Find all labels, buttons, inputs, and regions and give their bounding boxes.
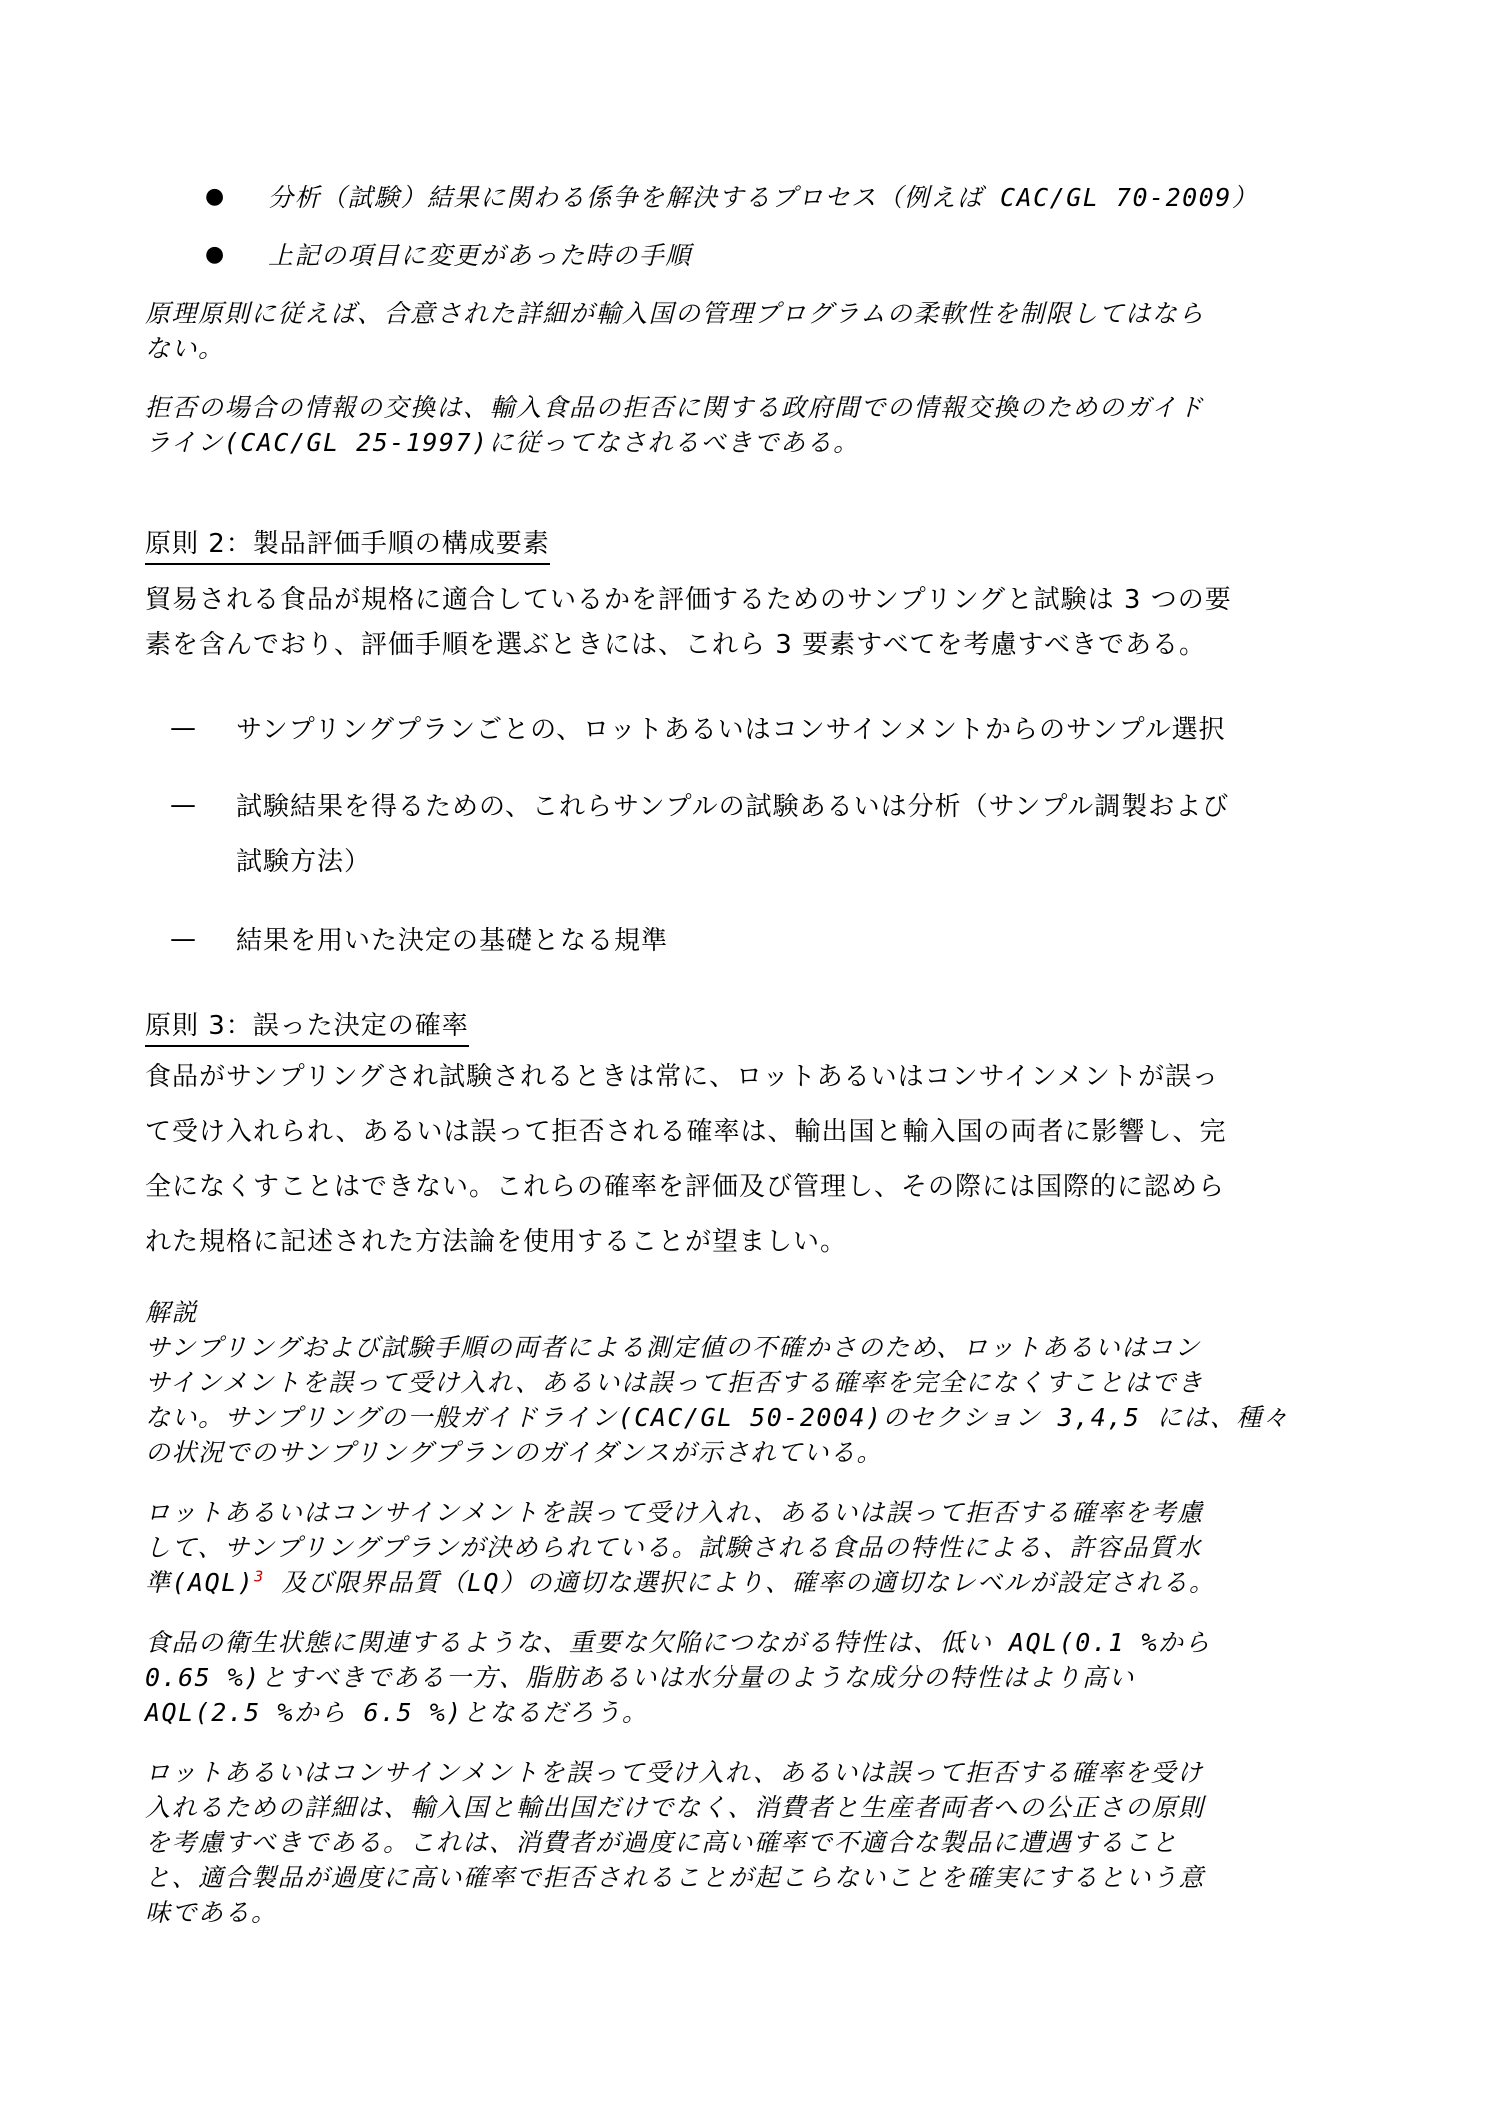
paragraph-line: れた規格に記述された方法論を使用することが望ましい。 bbox=[145, 1227, 848, 1257]
section-heading: 原則 2：製品評価手順の構成要素 bbox=[145, 523, 550, 565]
paragraph-line: ロットあるいはコンサインメントを誤って受け入れ、あるいは誤って拒否する確率を受け bbox=[145, 1758, 1204, 1787]
list-item: サンプリングプランごとの、ロットあるいはコンサインメントからのサンプル選択 bbox=[236, 715, 1226, 745]
dash-bullet-icon: — bbox=[170, 713, 196, 743]
section-heading: 原則 3：誤った決定の確率 bbox=[145, 1005, 469, 1047]
dash-bullet-icon: — bbox=[170, 790, 196, 820]
paragraph-line: ない。サンプリングの一般ガイドライン(CAC/GL 50-2004)のセクション 3,4,5 には、種々 bbox=[145, 1403, 1290, 1432]
list-item: 結果を用いた決定の基礎となる規準 bbox=[236, 926, 669, 956]
paragraph-line: ロットあるいはコンサインメントを誤って受け入れ、あるいは誤って拒否する確率を考慮 bbox=[145, 1498, 1204, 1527]
paragraph-line: 素を含んでおり、評価手順を選ぶときには、これら 3 要素すべてを考慮すべきである。 bbox=[145, 630, 1207, 660]
paragraph-line: サインメントを誤って受け入れ、あるいは誤って拒否する確率を完全になくすことはでき bbox=[145, 1368, 1205, 1397]
list-item: 試験方法） bbox=[236, 847, 372, 877]
bullet-item: 分析（試験）結果に関わる係争を解決するプロセス（例えば CAC/GL 70-2009） bbox=[268, 183, 1259, 212]
paragraph-line: 味である。 bbox=[145, 1898, 278, 1927]
paragraph-text: 準(AQL) bbox=[145, 1568, 255, 1597]
paragraph-line: ない。 bbox=[145, 334, 225, 363]
paragraph-text: 及び限界品質（LQ）の適切な選択により、確率の適切なレベルが設定される。 bbox=[264, 1568, 1216, 1597]
paragraph-line: 食品がサンプリングされ試験されるときは常に、ロットあるいはコンサインメントが誤っ bbox=[145, 1062, 1220, 1092]
dash-bullet-icon: — bbox=[170, 924, 196, 954]
paragraph-line bbox=[145, 1565, 1215, 1600]
paragraph-line: 食品の衛生状態に関連するような、重要な欠陥につながる特性は、低い AQL(0.1 %から bbox=[145, 1628, 1212, 1657]
paragraph-line: と、適合製品が過度に高い確率で拒否されることが起こらないことを確実にするという意 bbox=[145, 1863, 1206, 1892]
paragraph-line: の状況でのサンプリングプランのガイダンスが示されている。 bbox=[145, 1438, 884, 1467]
bullet-icon: ● bbox=[205, 184, 225, 209]
paragraph-line: 入れるための詳細は、輸入国と輸出国だけでなく、消費者と生産者両者への公正さの原則 bbox=[145, 1793, 1205, 1822]
paragraph-line: 0.65 %)とすべきである一方、脂肪あるいは水分量のような成分の特性はより高い bbox=[145, 1663, 1135, 1692]
list-item: 試験結果を得るための、これらサンプルの試験あるいは分析（サンプル調製および bbox=[236, 792, 1230, 822]
paragraph-line: 原理原則に従えば、合意された詳細が輸入国の管理プログラムの柔軟性を制限してはなら bbox=[145, 299, 1205, 328]
bullet-item: 上記の項目に変更があった時の手順 bbox=[268, 241, 692, 270]
paragraph-line: て受け入れられ、あるいは誤って拒否される確率は、輸出国と輸入国の両者に影響し、完 bbox=[145, 1117, 1227, 1147]
bullet-icon: ● bbox=[205, 242, 225, 267]
paragraph-line: サンプリングおよび試験手順の両者による測定値の不確かさのため、ロットあるいはコン bbox=[145, 1333, 1201, 1362]
paragraph-line: AQL(2.5 %から 6.5 %)となるだろう。 bbox=[145, 1698, 649, 1727]
paragraph-line: ライン(CAC/GL 25-1997)に従ってなされるべきである。 bbox=[145, 428, 860, 457]
commentary-title: 解説 bbox=[145, 1298, 199, 1327]
paragraph-line: 貿易される食品が規格に適合しているかを評価するためのサンプリングと試験は 3 つの要 bbox=[145, 585, 1232, 615]
paragraph-line: して、サンプリングプランが決められている。試験される食品の特性による、許容品質水 bbox=[145, 1533, 1202, 1562]
paragraph-line: を考慮すべきである。これは、消費者が過度に高い確率で不適合な製品に遭遇すること bbox=[145, 1828, 1179, 1857]
paragraph-line: 全になくすことはできない。これらの確率を評価及び管理し、その際には国際的に認めら bbox=[145, 1172, 1226, 1202]
paragraph-line: 拒否の場合の情報の交換は、輸入食品の拒否に関する政府間での情報交換のためのガイド bbox=[145, 393, 1205, 422]
footnote-marker[interactable]: 3 bbox=[254, 1567, 265, 1586]
